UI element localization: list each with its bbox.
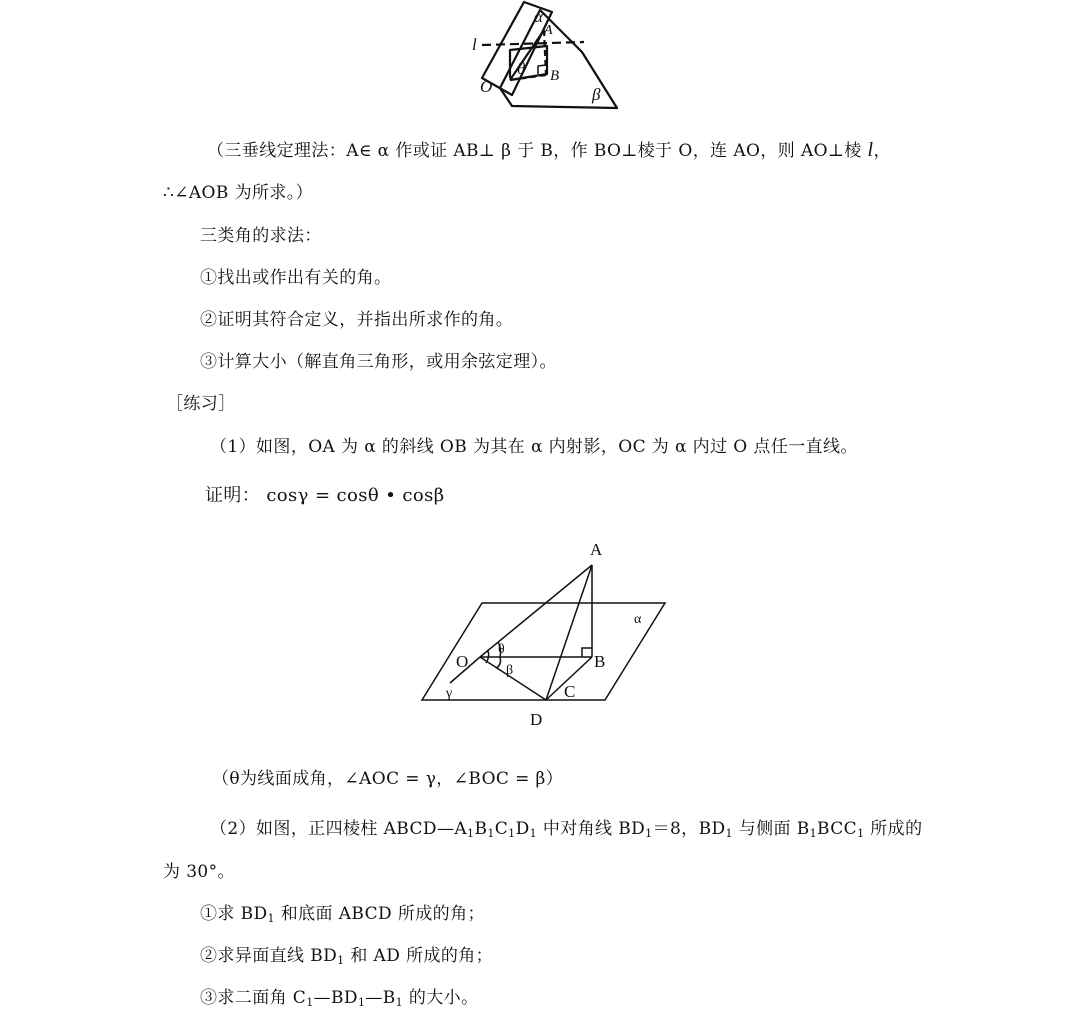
subscript: 1 (306, 996, 314, 1009)
subscript: 1 (357, 996, 366, 1009)
subscript: 1 (395, 996, 404, 1009)
fig2-label-c: C (564, 682, 576, 701)
subscript: 1 (337, 954, 345, 967)
question-2-item-2 (200, 945, 493, 967)
text: C (494, 819, 509, 839)
subscript: 1 (508, 827, 516, 840)
method-item-2: ②证明其符合定义，并指出所求作的角。 (200, 310, 514, 330)
text: 的大小。 (403, 988, 479, 1008)
question-1: （1）如图，OA 为 α 的斜线 OB 为其在 α 内射影，OC 为 α 内过 O 点任一直线。 (210, 437, 858, 457)
angle-arc-beta (496, 657, 501, 668)
question-2-line-2: 为 30°。 (163, 862, 235, 882)
fig2-label-b: B (594, 652, 606, 671)
text: BCC (817, 819, 858, 839)
text: —B (365, 988, 396, 1008)
subscript: 1 (725, 827, 733, 840)
dihedral-angle-figure (462, 0, 632, 112)
method-item-3: ③计算大小（解直角三角形，或用余弦定理）。 (200, 352, 557, 372)
text: ， (873, 141, 891, 161)
fig2-label-d: D (530, 710, 543, 729)
label-o: O (480, 77, 493, 96)
subscript: 1 (487, 827, 495, 840)
text: ①求 BD (200, 904, 268, 924)
label-alpha: α (534, 7, 543, 26)
question-2-line-1 (210, 818, 922, 840)
text: D (515, 819, 530, 839)
figure-2-note: （θ为线面成角，∠AOC = γ，∠BOC = β） (212, 769, 564, 789)
fig2-label-alpha: α (634, 612, 642, 627)
practice-header: ［练习］ (166, 394, 236, 414)
three-perpendicular-line-2: ∴∠AOB 为所求。） (163, 183, 314, 203)
text: 中对角线 BD (537, 819, 646, 839)
subscript: 1 (529, 827, 538, 840)
subscript: 1 (857, 827, 865, 840)
text: B (474, 819, 488, 839)
question-1-prove: 证明： cosγ = cosθ • cosβ (205, 485, 445, 506)
label-a: A (544, 23, 553, 38)
right-angle-mark-b (582, 648, 592, 657)
text: —BD (313, 988, 358, 1008)
text: ＝8，BD (652, 819, 726, 839)
fig2-label-o: O (456, 652, 469, 671)
three-perpendicular-line-1 (207, 139, 891, 162)
fig2-label-theta: θ (498, 642, 505, 657)
method-item-1: ①找出或作出有关的角。 (200, 268, 392, 288)
fig2-label-gamma: γ (446, 686, 453, 701)
text: 所成的 (864, 819, 923, 839)
methods-title: 三类角的求法： (200, 226, 322, 246)
label-beta: β (592, 85, 601, 104)
text: 与侧面 B (732, 819, 810, 839)
text: ③求二面角 C (200, 988, 307, 1008)
label-b: B (550, 68, 560, 84)
text: ②求异面直线 BD (200, 946, 338, 966)
text: （2）如图，正四棱柱 ABCD—A (210, 819, 468, 839)
subscript: 1 (809, 827, 818, 840)
subscript: 1 (467, 827, 475, 840)
subscript: 1 (267, 912, 275, 925)
question-2-item-3 (200, 987, 478, 1009)
text: 和 AD 所成的角； (344, 946, 494, 966)
label-theta: θ (517, 59, 526, 78)
subscript: 1 (645, 827, 653, 840)
oblique-line-figure (410, 535, 690, 735)
text: 和底面 ABCD 所成的角； (274, 904, 485, 924)
edge-l-symbol: l (867, 139, 874, 161)
segment-oa (480, 565, 592, 657)
segment-ad (546, 565, 592, 700)
text: （三垂线定理法：A∈ α 作或证 AB⊥ β 于 B，作 BO⊥棱于 O，连 AO，则 AO⊥棱 (207, 141, 868, 161)
question-2-item-1 (200, 903, 485, 925)
fig2-label-a: A (590, 540, 603, 559)
label-l: l (472, 35, 477, 54)
fig2-label-beta: β (506, 663, 514, 678)
